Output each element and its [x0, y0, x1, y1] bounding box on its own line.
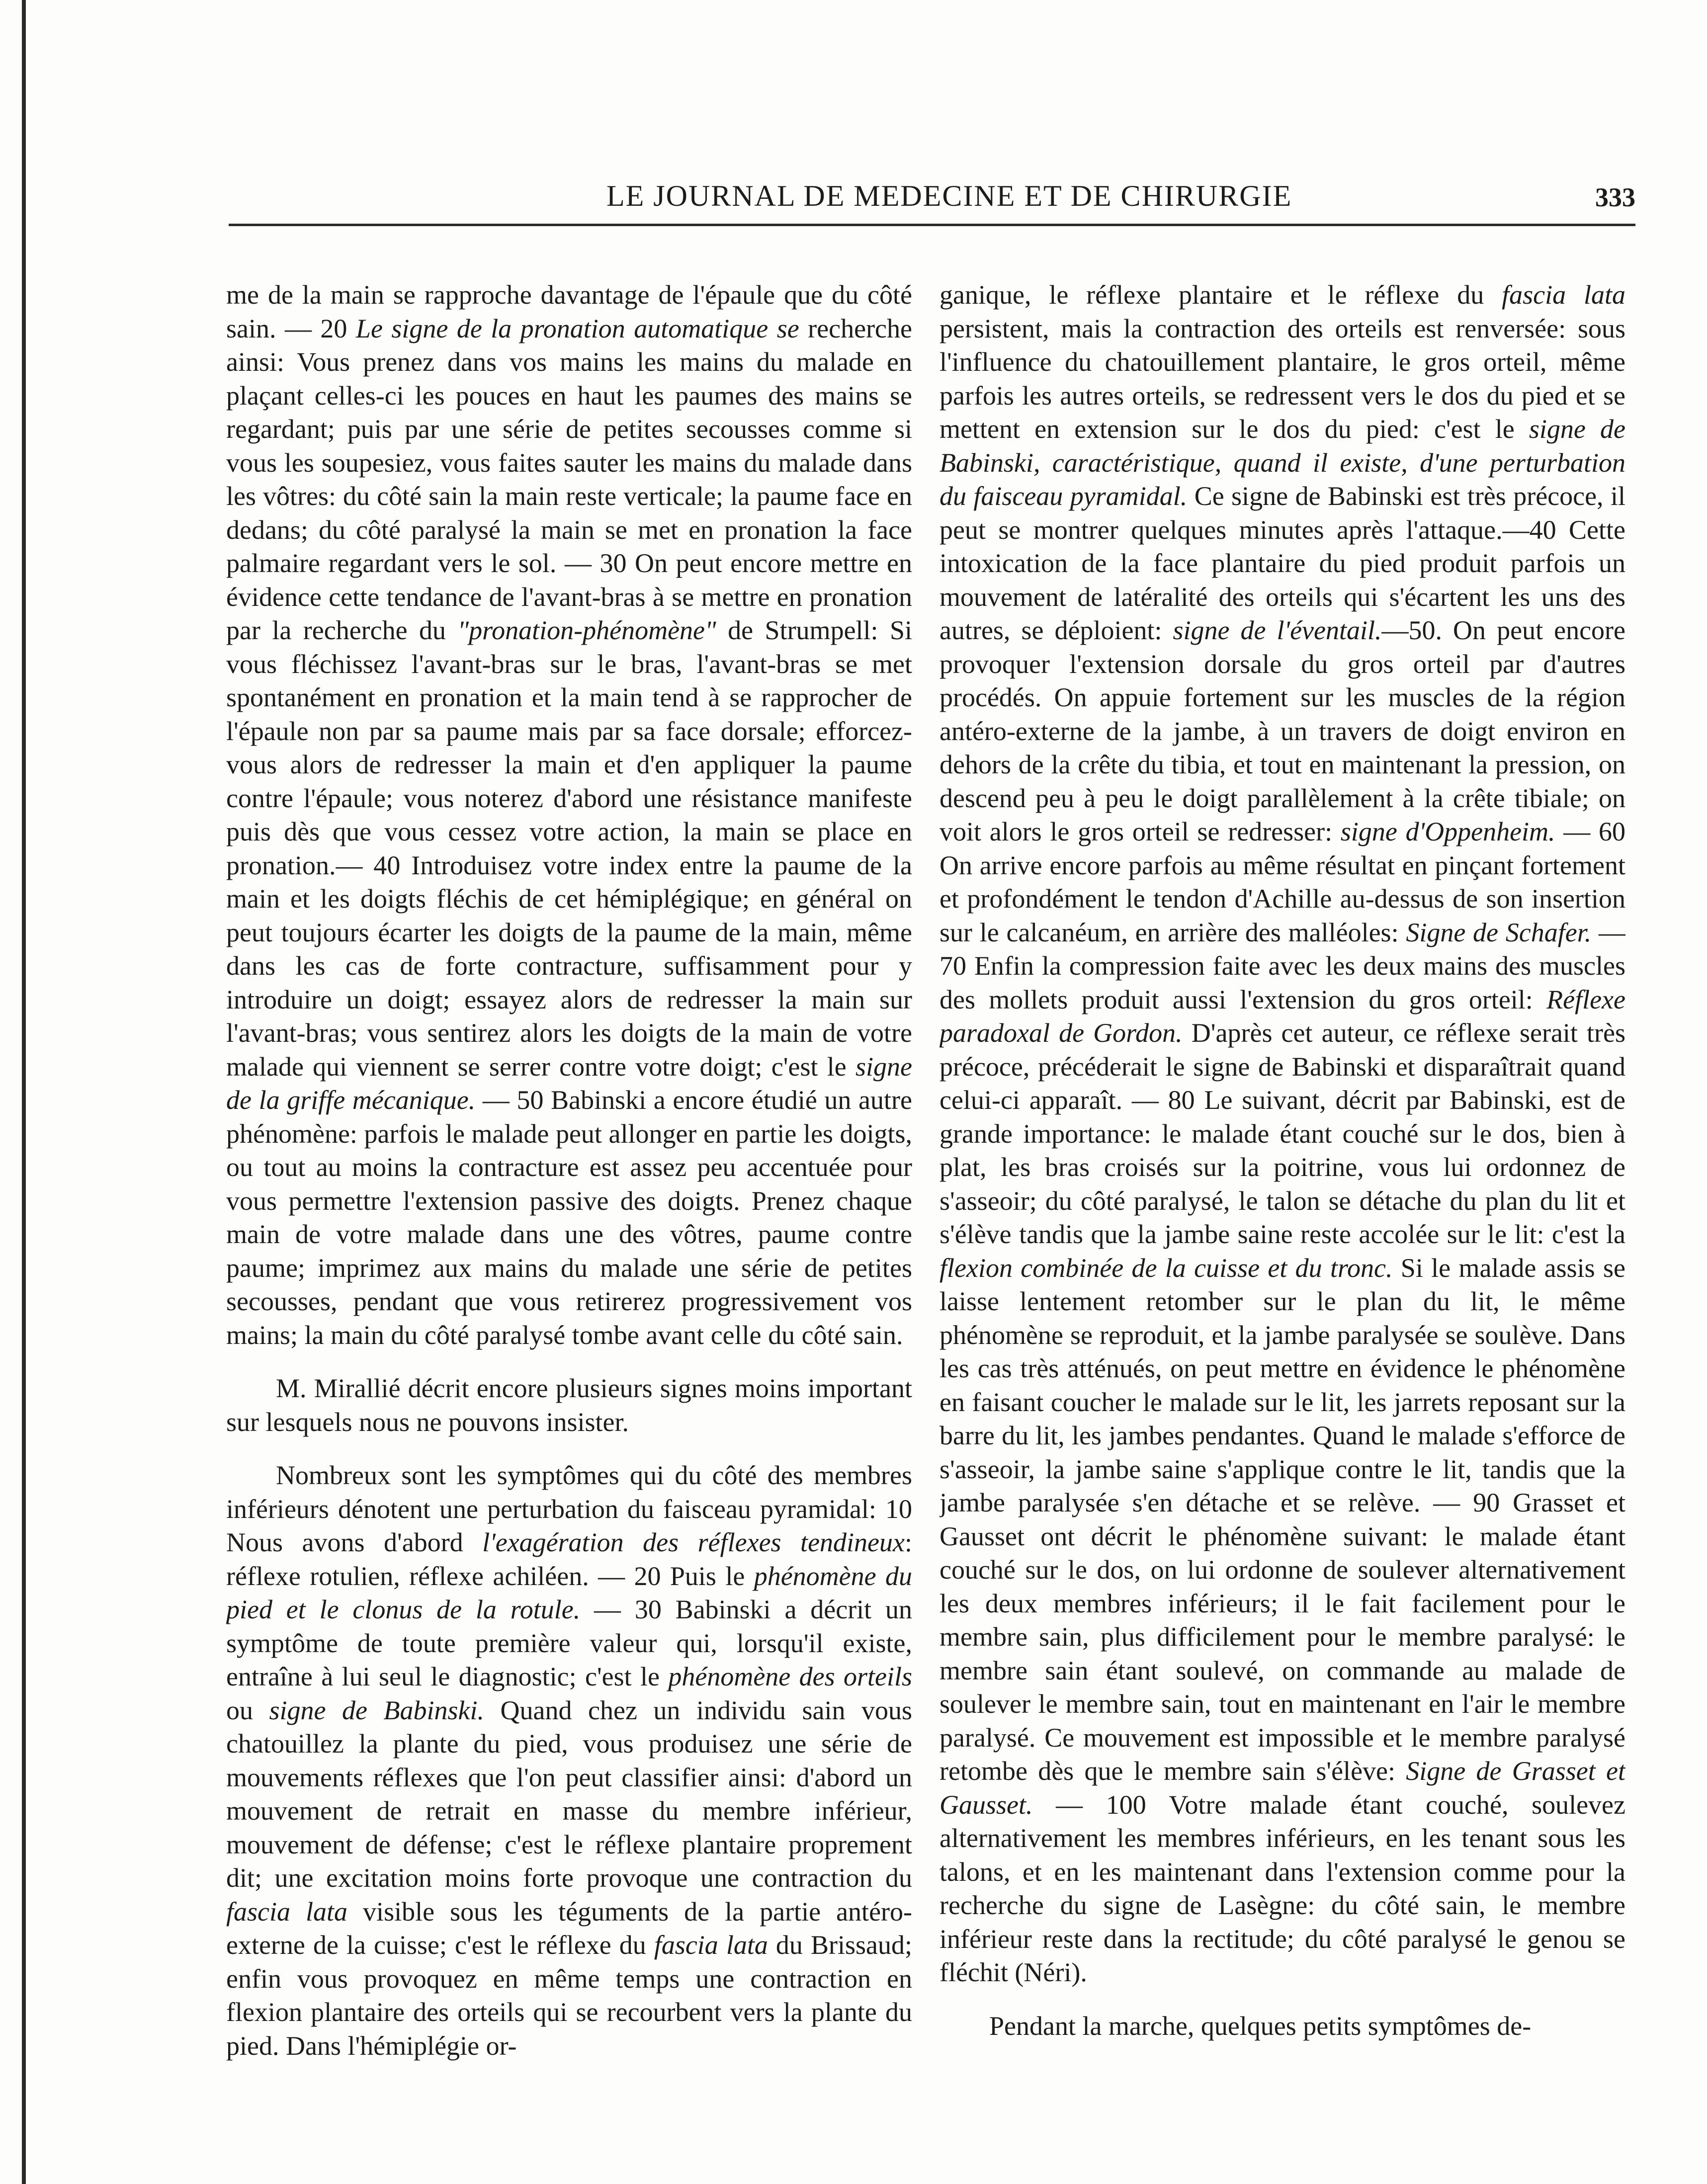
text-run: Si le malade assis se laisse lentement retomber sur le plan du lit, le même phénomène se reproduit, et la jambe paralysée se soulève. Dans les cas très atténués, on peut mettre en évidence le phénomène en faisant coucher le malade sur le lit, les jarrets reposant sur la barre du lit, les jambes pendantes. Quand le malade s'efforce de s'asseoir, la jambe saine s'applique contre le lit, tandis que la jambe paralysée s'en détache et se relève. — 90 Grasset et Gausset ont décrit le phénomène suivant: le malade étant couché sur le dos, on lui ordonne de soulever alternativement les deux membres inférieurs; il le fait facilement pour le membre sain, plus difficilement pour le membre paralysé: le membre sain étant soulevé, on commande au malade de soulever le membre sain, tout en maintenant en l'air le membre paralysé. Ce mouvement est impossible et le membre paralysé retombe dès que le membre sain s'élève:: [939, 1253, 1625, 1786]
text-run: me de la main se rapproche davantage de l'épaule que du côté sain. — 20: [226, 280, 912, 343]
page-number: 333: [1595, 182, 1635, 212]
paragraph: [226, 278, 912, 1352]
italic-text: phénomène des orteils: [668, 1662, 912, 1691]
text-run: : réflexe rotulien, réflexe achiléen. — 20 Puis le: [226, 1527, 912, 1591]
text-run: de Strumpell: Si vous fléchissez l'avant-bras sur le bras, l'avant-bras se met spontanément en pronation et la main tend à se rapprocher de l'épaule non par sa paume mais par sa face dorsale; efforcez-vous alors de redresser la main et d'en appliquer la paume contre l'épaule; vous noterez d'abord une résistance manifeste puis dès que vous cessez votre action, la main se place en pronation.— 40 Introduisez votre index entre la paume de la main et les doigts fléchis de cet hémiplégique; en général on peut toujours écarter les doigts de la paume de la main, même dans les cas de forte contracture, suffisamment pour y introduire un doigt; essayez alors de redresser la main sur l'avant-bras; vous sentirez alors les doigts de la main de votre malade qui viennent se serrer contre votre doigt; c'est le: [226, 615, 912, 1082]
paragraph: [226, 1372, 912, 1439]
italic-text: signe d'Oppenheim.: [1340, 817, 1555, 846]
text-run: — 70 Enfin la compression faite avec les deux mains des muscles des mollets produit aussi l'extension du gros orteil:: [939, 917, 1625, 1014]
paragraph: [226, 1459, 912, 2063]
italic-text: Réflexe paradoxal de Gordon.: [939, 984, 1625, 1048]
text-run: ou: [226, 1695, 269, 1725]
italic-text: fascia lata: [1502, 280, 1625, 310]
header-rule: [229, 224, 1635, 226]
italic-text: signe de Babinski, caractéristique, quand il existe, d'une perturbation du faisceau pyramidal.: [939, 414, 1625, 511]
italic-text: signe de la griffe mécanique.: [226, 1051, 912, 1115]
text-run: Nombreux sont les symptômes qui du côté des membres inférieurs dénotent une perturbation du faisceau pyramidal: 10 Nous avons d'abord: [226, 1460, 912, 1557]
text-run: M. Mirallié décrit encore plusieurs signes moins important sur lesquels nous ne pouvons insister.: [226, 1373, 912, 1437]
text-run: Ce signe de Babinski est très précoce, il peut se montrer quelques minutes après l'attaque.—40 Cette intoxication de la face plantaire du pied produit parfois un mouvement de latéralité des orteils qui s'écartent les uns des autres, se déploient:: [939, 481, 1625, 645]
paragraph: [939, 2010, 1625, 2043]
italic-text: "pronation-phénomène": [457, 615, 716, 645]
page-header: [229, 175, 1635, 215]
binding-edge: [22, 0, 26, 2184]
right-column: [939, 278, 1625, 2142]
left-column: [226, 278, 912, 2142]
italic-text: flexion combinée de la cuisse et du tronc.: [939, 1253, 1393, 1283]
italic-text: signe de l'éventail.: [1173, 615, 1382, 645]
text-run: persistent, mais la contraction des orteils est renversée: sous l'influence du chatouillement plantaire, le gros orteil, même parfois les autres orteils, se redressent vers le dos du pied et se mettent en extension sur le dos du pied: c'est le: [939, 313, 1625, 444]
text-run: ganique, le réflexe plantaire et le réflexe du: [939, 280, 1502, 310]
text-run: Quand chez un individu sain vous chatouillez la plante du pied, vous produisez une série de mouvements réflexes que l'on peut classifier ainsi: d'abord un mouvement de retrait en masse du membre inférieur, mouvement de défense; c'est le réflexe plantaire proprement dit; une excitation moins forte provoque une contraction du: [226, 1695, 912, 1893]
text-run: — 100 Votre malade étant couché, soulevez alternativement les membres inférieurs, en les tenant sous les talons, et en les maintenant dans l'extension comme pour la recherche du signe de Lasègne: du côté sain, le membre inférieur reste dans la rectitude; du côté paralysé le genou se fléchit (Néri).: [939, 1789, 1625, 1987]
text-run: Pendant la marche, quelques petits symptômes de-: [989, 2011, 1532, 2041]
text-run: visible sous les téguments de la partie antéro-externe de la cuisse; c'est le réflexe du: [226, 1896, 912, 1960]
text-run: — 60 On arrive encore parfois au même résultat en pinçant fortement et profondément le tendon d'Achille au-dessus de son insertion sur le calcanéum, en arrière des malléoles:: [939, 817, 1625, 947]
text-run: —50. On peut encore provoquer l'extension dorsale du gros orteil par d'autres procédés. On appuie fortement sur les muscles de la région antéro-externe de la jambe, à un travers de doigt environ en dehors de la crête du tibia, et tout en maintenant la pression, on descend peu à peu le doigt parallèlement à la crête tibiale; on voit alors le gros orteil se redresser:: [939, 615, 1625, 846]
text-run: — 50 Babinski a encore étudié un autre phénomène: parfois le malade peut allonger en partie les doigts, ou tout au moins la contracture est assez peu accentuée pour vous permettre l'extension passive des doigts. Prenez chaque main de votre malade dans une des vôtres, paume contre paume; imprimez aux mains du malade une série de petites secousses, pendant que vous retirerez progressivement vos mains; la main du côté paralysé tombe avant celle du côté sain.: [226, 1085, 912, 1350]
italic-text: phénomène du pied et le clonus de la rotule.: [226, 1561, 912, 1624]
italic-text: l'exagération des réflexes tendineux: [482, 1527, 905, 1557]
text-run: du Brissaud; enfin vous provoquez en même temps une contraction en flexion plantaire des orteils qui se recourbent vers la plante du pied. Dans l'hémiplégie or-: [226, 1930, 912, 2061]
italic-text: Signe de Grasset et Gausset.: [939, 1756, 1625, 1820]
text-run: recherche ainsi: Vous prenez dans vos mains les mains du malade en plaçant celles-ci les pouces en haut les paumes des mains se regardant; puis par une série de petites secousses comme si vous les soupesiez, vous faites sauter les mains du malade dans les vôtres: du côté sain la main reste verticale; la paume face en dedans; du côté paralysé la main se met en pronation la face palmaire regardant vers le sol. — 30 On peut encore mettre en évidence cette tendance de l'avant-bras à se mettre en pronation par la recherche du: [226, 313, 912, 645]
text-run: — 30 Babinski a décrit un symptôme de toute première valeur qui, lorsqu'il existe, entraîne à lui seul le diagnostic; c'est le: [226, 1595, 912, 1691]
italic-text: fascia lata: [654, 1930, 768, 1960]
italic-text: signe de Babinski.: [269, 1695, 484, 1725]
italic-text: Signe de Schafer.: [1406, 917, 1592, 947]
italic-text: Le signe de la pronation automatique se: [355, 313, 799, 343]
running-title: LE JOURNAL DE MEDECINE ET DE CHIRURGIE: [606, 179, 1292, 212]
paragraph: [939, 278, 1625, 1990]
italic-text: fascia lata: [226, 1896, 348, 1927]
text-run: D'après cet auteur, ce réflexe serait très précoce, précéderait le signe de Babinski et disparaîtrait quand celui-ci apparaît. — 80 Le suivant, décrit par Babinski, est de grande importance: le malade étant couché sur le dos, bien à plat, les bras croisés sur la poitrine, vous lui ordonnez de s'asseoir; du côté paralysé, le talon se détache du plan du lit et s'élève tandis que la jambe saine reste accolée sur le lit: c'est la: [939, 1018, 1625, 1249]
